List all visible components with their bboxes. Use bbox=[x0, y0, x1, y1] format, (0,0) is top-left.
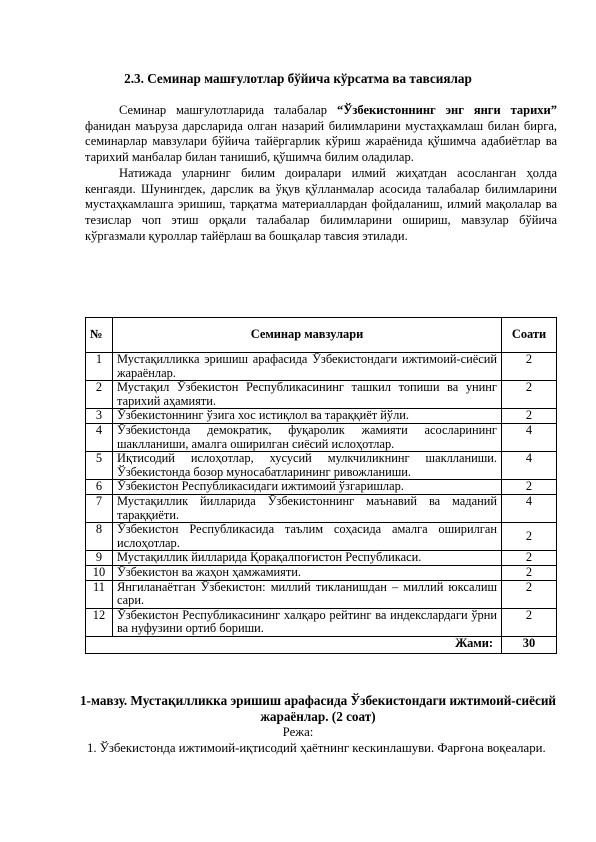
row-hours: 4 bbox=[502, 452, 557, 480]
row-hours: 2 bbox=[502, 608, 557, 636]
row-hours: 2 bbox=[502, 353, 557, 381]
intro-p1-end: фанидан маъруза дарсларида олган назарий билимларини мустаҳкамлаш билан бирга, семинарлар мавзулари бўйича тайёргарлик кўриш жараёнида қўшимча адабиётлар ва тарихий манбалар билан танишиб, қўшимча билим оладилар. bbox=[85, 118, 557, 165]
row-number: 2 bbox=[86, 381, 113, 409]
row-number: 1 bbox=[86, 353, 113, 381]
row-number: 12 bbox=[86, 608, 113, 636]
row-topic: Ўзбекистон Республикасида таълим соҳасида амалга оширилган ислоҳотлар. bbox=[113, 523, 502, 551]
plan-label: Режа: bbox=[282, 725, 314, 739]
intro-p1-start: Семинар машғулотларида талабалар bbox=[119, 103, 337, 117]
row-hours: 4 bbox=[502, 423, 557, 451]
table-row bbox=[86, 409, 557, 424]
intro-paragraph-1 bbox=[85, 103, 557, 166]
row-hours: 2 bbox=[502, 381, 557, 409]
row-number: 7 bbox=[86, 494, 113, 522]
row-topic: Ўзбекистон Республикасининг халқаро рейтинг ва индекслардаги ўрни ва нуфузини ортиб бориши. bbox=[113, 608, 502, 636]
table-row bbox=[86, 523, 557, 551]
row-hours: 2 bbox=[502, 480, 557, 495]
row-topic: Мустақиллик йилларида Ўзбекистоннинг маънавий ва маданий тараққиёти. bbox=[113, 494, 502, 522]
table-row bbox=[86, 580, 557, 608]
row-number: 10 bbox=[86, 565, 113, 580]
table-row bbox=[86, 480, 557, 495]
row-number: 8 bbox=[86, 523, 113, 551]
row-topic: Ўзбекистоннинг ўзига хос истиқлол ва тараққиёт йўли. bbox=[113, 409, 502, 424]
row-hours: 2 bbox=[502, 565, 557, 580]
total-row bbox=[86, 636, 557, 653]
table-row bbox=[86, 423, 557, 451]
theme-title: 1-мавзу. Мустақилликка эришиш арафасида Ўзбекистондаги ижтимоий-сиёсий жараёнлар. (2 соат) bbox=[79, 693, 557, 724]
table-row bbox=[86, 381, 557, 409]
row-number: 5 bbox=[86, 452, 113, 480]
row-number: 9 bbox=[86, 551, 113, 566]
header-hours: Соати bbox=[502, 318, 557, 353]
seminar-topics-table bbox=[85, 317, 557, 654]
row-topic: Ўзбекистон ва жаҳон ҳамжамияти. bbox=[113, 565, 502, 580]
table-row bbox=[86, 608, 557, 636]
table-row bbox=[86, 551, 557, 566]
table-row bbox=[86, 565, 557, 580]
row-number: 3 bbox=[86, 409, 113, 424]
row-topic: Иқтисодий ислоҳотлар, хусусий мулкчиликнинг шаклланиши. Ўзбекистонда бозор муносабатларининг ривожланиши. bbox=[113, 452, 502, 480]
row-topic: Ўзбекистонда демократик, фуқаролик жамияти асосларининг шаклланиши, амалга оширилган сиёсий ислоҳотлар. bbox=[113, 423, 502, 451]
row-topic: Мустақиллик йилларида Қорақалпоғистон Республикаси. bbox=[113, 551, 502, 566]
header-topic: Семинар мавзулари bbox=[113, 318, 502, 353]
row-hours: 2 bbox=[502, 580, 557, 608]
row-topic: Мустақилликка эришиш арафасида Ўзбекистондаги ижтимоий-сиёсий жараёнлар. bbox=[113, 353, 502, 381]
table-row bbox=[86, 353, 557, 381]
row-number: 6 bbox=[86, 480, 113, 495]
section-title: 2.3. Семинар машғулотлар бўйича кўрсатма ва тавсиялар bbox=[124, 71, 472, 86]
course-name: “Ўзбекистоннинг энг янги тарихи” bbox=[336, 103, 557, 117]
row-hours: 2 bbox=[502, 551, 557, 566]
row-hours: 2 bbox=[502, 523, 557, 551]
row-hours: 4 bbox=[502, 494, 557, 522]
row-number: 4 bbox=[86, 423, 113, 451]
total-label: Жами: bbox=[86, 636, 502, 653]
table-row bbox=[86, 452, 557, 480]
header-number: № bbox=[86, 318, 113, 353]
table-header-row bbox=[86, 318, 557, 353]
plan-item-1: 1. Ўзбекистонда ижтимоий-иқтисодий ҳаётнинг кескинлашуви. Фарғона воқеалари. bbox=[87, 741, 546, 755]
total-hours: 30 bbox=[502, 636, 557, 653]
intro-paragraph-2: Натижада уларнинг билим доиралари илмий жиҳатдан асосланган ҳолда кенгаяди. Шунингдек, дарслик ва ўқув қўлланмалар асосида талабалар билимларини мустаҳкамлашга эришиш, тарқатма материаллардан фойдаланиш, илмий мақолалар ва тезислар чоп этиш орқали талабалар билимларини ошириш, мавзулар бўйича кўргазмали қуроллар тайёрлаш ва бошқалар тавсия этилади. bbox=[85, 165, 557, 243]
row-topic: Ўзбекистон Республикасидаги ижтимоий ўзгаришлар. bbox=[113, 480, 502, 495]
row-number: 11 bbox=[86, 580, 113, 608]
row-topic: Янгиланаётган Ўзбекистон: миллий тикланишдан – миллий юксалиш сари. bbox=[113, 580, 502, 608]
intro-text bbox=[85, 103, 557, 244]
row-hours: 2 bbox=[502, 409, 557, 424]
row-topic: Мустақил Ўзбекистон Республикасининг ташкил топиши ва унинг тарихий аҳамияти. bbox=[113, 381, 502, 409]
table-row bbox=[86, 494, 557, 522]
